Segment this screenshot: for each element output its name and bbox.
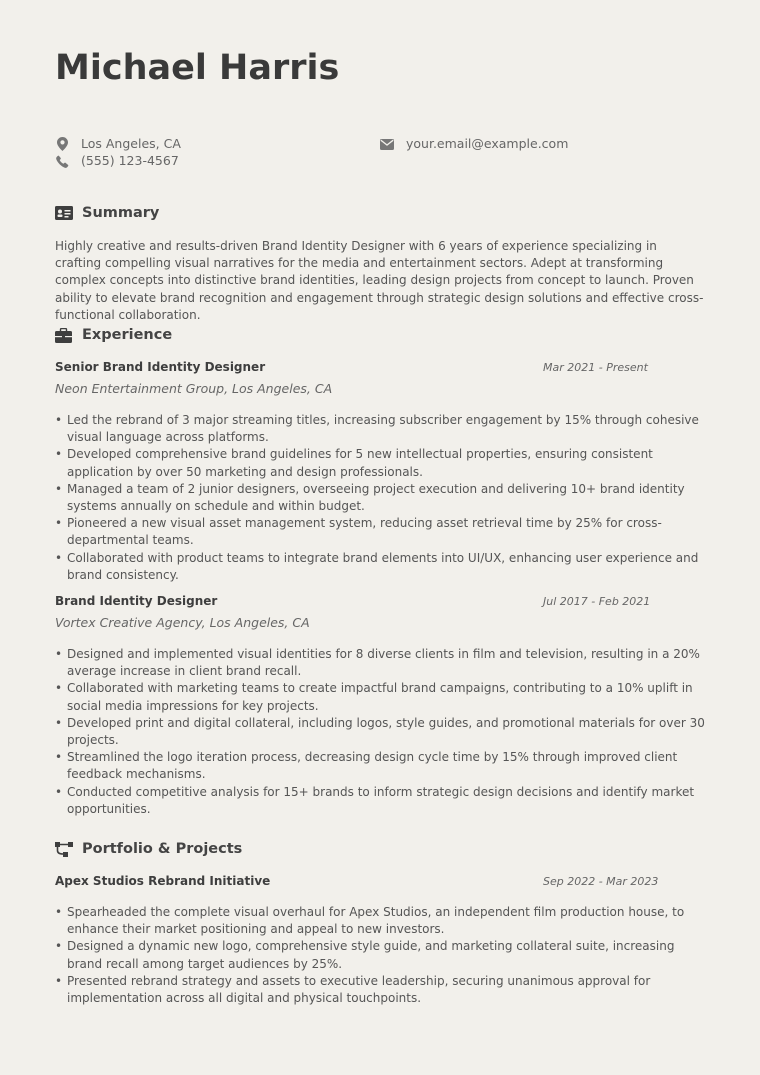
contact-location: [55, 135, 181, 153]
phone-text: (555) 123-4567: [81, 153, 179, 168]
contact-phone: [55, 152, 179, 170]
list-item: • Conducted competitive analysis for 15+ brands to inform strategic design decisions and identify market opportunities.: [55, 784, 710, 818]
list-item: • Developed print and digital collateral, including logos, style guides, and promotional materials for over 30 projects.: [55, 715, 710, 749]
project-dates: Sep 2022 - Mar 2023: [543, 875, 659, 888]
envelope-icon: [380, 137, 394, 151]
location-text: Los Angeles, CA: [81, 136, 181, 151]
job-title: Senior Brand Identity Designer: [55, 360, 266, 374]
project-bullets: [55, 904, 710, 1007]
diagram-icon: [55, 841, 73, 857]
experience-heading: [55, 327, 172, 343]
summary-text: Highly creative and results-driven Brand Identity Designer with 6 years of experience specializing in crafting compelling visual narratives for the media and entertainment sectors. Adept at transforming complex concepts into distinctive brand identities, leading design projects from concept to launch. Proven ability to elevate brand recognition and engagement through strategic design solutions and effective cross-functional collaboration.: [55, 239, 704, 322]
map-pin-icon: [55, 137, 69, 151]
list-item: • Collaborated with product teams to integrate brand elements into UI/UX, enhancing user experience and brand consistency.: [55, 550, 710, 584]
job-dates: Mar 2021 - Present: [543, 361, 648, 374]
job-company: Vortex Creative Agency, Los Angeles, CA: [55, 615, 310, 630]
list-item: • Collaborated with marketing teams to create impactful brand campaigns, contributing to a 10% uplift in social media impressions for key projects.: [55, 680, 710, 714]
job-company: Neon Entertainment Group, Los Angeles, CA: [55, 381, 333, 396]
briefcase-icon: [55, 327, 73, 343]
job-title: Brand Identity Designer: [55, 594, 218, 608]
job-bullets: [55, 646, 710, 818]
list-item: • Pioneered a new visual asset management system, reducing asset retrieval time by 25% for cross-departmental teams.: [55, 515, 710, 549]
job-dates: Jul 2017 - Feb 2021: [543, 595, 651, 608]
phone-icon: [55, 154, 69, 168]
projects-heading-text: Portfolio & Projects: [82, 841, 243, 857]
experience-heading-text: Experience: [82, 327, 173, 343]
summary-heading-text: Summary: [82, 205, 160, 221]
list-item: • Spearheaded the complete visual overhaul for Apex Studios, an independent film production house, to enhance their market positioning and appeal to new investors.: [55, 904, 710, 938]
email-text[interactable]: your.email@example.com: [406, 136, 569, 151]
list-item: • Designed a dynamic new logo, comprehensive style guide, and marketing collateral suite, increasing brand recall among target audiences by 25%.: [55, 938, 710, 972]
job-bullets: [55, 412, 710, 584]
list-item: • Presented rebrand strategy and assets to executive leadership, securing unanimous approval for implementation across all digital and physical touchpoints.: [55, 973, 710, 1007]
summary-heading: [55, 205, 159, 221]
list-item: • Designed and implemented visual identities for 8 diverse clients in film and television, resulting in a 20% average increase in client brand recall.: [55, 646, 710, 680]
project-title: Apex Studios Rebrand Initiative: [55, 874, 271, 888]
list-item: • Led the rebrand of 3 major streaming titles, increasing subscriber engagement by 15% through cohesive visual language across platforms.: [55, 412, 710, 446]
list-item: • Developed comprehensive brand guidelines for 5 new intellectual properties, ensuring consistent application by over 50 marketing and design professionals.: [55, 446, 710, 480]
contact-email[interactable]: [380, 135, 568, 153]
id-card-icon: [55, 205, 73, 221]
projects-heading: [55, 841, 242, 857]
candidate-name: Michael Harris: [55, 48, 340, 88]
list-item: • Streamlined the logo iteration process, decreasing design cycle time by 15% through improved client feedback mechanisms.: [55, 749, 710, 783]
list-item: • Managed a team of 2 junior designers, overseeing project execution and delivering 10+ brand identity systems annually on schedule and within budget.: [55, 481, 710, 515]
